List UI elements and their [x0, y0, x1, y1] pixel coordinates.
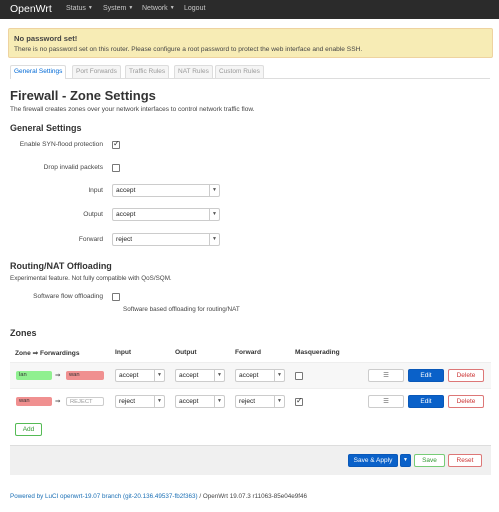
nav-status-label: Status: [66, 5, 86, 12]
delete-zone-lan-button[interactable]: Delete: [448, 369, 484, 382]
syn-flood-checkbox[interactable]: [112, 141, 120, 149]
zone-lan-output-select[interactable]: [175, 369, 225, 382]
output-policy-label: Output: [83, 211, 103, 218]
brand-logo[interactable]: OpenWrt: [10, 3, 52, 15]
reset-button[interactable]: Reset: [448, 454, 482, 467]
sw-offload-description: Software based offloading for routing/NAT: [123, 306, 240, 313]
page-description: The firewall creates zones over your network interfaces to control network traffic flow.: [10, 106, 255, 113]
zone-lan-forward-select[interactable]: [235, 369, 285, 382]
chevron-down-icon: ▼: [209, 209, 219, 220]
chevron-down-icon: ▼: [274, 396, 284, 407]
offloading-experimental-note: Experimental feature. Not fully compatible with QoS/SQM.: [10, 275, 172, 282]
edit-zone-lan-button[interactable]: Edit: [408, 369, 444, 382]
footer: [10, 493, 307, 500]
chevron-down-icon: ▼: [274, 370, 284, 381]
syn-flood-label: Enable SYN-flood protection: [19, 141, 103, 148]
output-policy-select[interactable]: [112, 208, 220, 221]
output-policy-value: accept: [116, 211, 136, 218]
general-settings-heading: General Settings: [10, 123, 82, 133]
checkmark-icon: ✓: [113, 139, 120, 148]
zone-lan-input-value: accept: [119, 372, 139, 379]
col-forward: Forward: [235, 349, 262, 356]
nav-system[interactable]: [103, 5, 133, 12]
checkmark-icon: ✓: [296, 396, 303, 405]
top-navbar: [0, 0, 499, 19]
tab-general-settings[interactable]: General Settings: [10, 65, 66, 79]
chevron-down-icon: ▼: [214, 370, 224, 381]
chevron-down-icon: ▼: [87, 5, 93, 11]
forward-policy-value: reject: [116, 236, 133, 243]
page-title: Firewall - Zone Settings: [10, 88, 156, 103]
chevron-down-icon: ▼: [209, 185, 219, 196]
forward-arrow-icon: ⇒: [55, 372, 61, 379]
nav-system-label: System: [103, 5, 127, 12]
nav-network-label: Network: [142, 5, 168, 12]
tab-nat-rules[interactable]: NAT Rules: [174, 65, 213, 78]
zone-badge-wan: wan: [16, 397, 52, 406]
drag-handle-button[interactable]: ☰: [368, 395, 404, 408]
chevron-down-icon: ▼: [154, 396, 164, 407]
zone-lan-input-select[interactable]: [115, 369, 165, 382]
zone-lan-forward-value: accept: [239, 372, 259, 379]
zone-lan-output-value: accept: [179, 372, 199, 379]
zone-badge-lan: lan: [16, 371, 52, 380]
openwrt-version: / OpenWrt 19.07.3 r11063-85e04e9f46: [197, 493, 307, 500]
drop-invalid-checkbox[interactable]: [112, 164, 120, 172]
nav-network[interactable]: [142, 5, 175, 12]
alert-text: There is no password set on this router. Please configure a root password to protect the web interface and enable SSH.: [14, 46, 363, 53]
edit-zone-wan-button[interactable]: Edit: [408, 395, 444, 408]
input-policy-label: Input: [88, 187, 103, 194]
zone-wan-masq-checkbox[interactable]: [295, 398, 303, 406]
forward-policy-select[interactable]: [112, 233, 220, 246]
chevron-down-icon: ▼: [214, 396, 224, 407]
luci-link[interactable]: Powered by LuCI openwrt-19.07 branch (git-20.136.49537-fb2f363): [10, 493, 198, 500]
offloading-heading: Routing/NAT Offloading: [10, 261, 112, 271]
input-policy-value: accept: [116, 187, 136, 194]
zones-heading: Zones: [10, 328, 37, 338]
sw-offload-checkbox[interactable]: [112, 293, 120, 301]
chevron-down-icon: ▼: [403, 457, 408, 463]
drop-invalid-label: Drop invalid packets: [43, 164, 103, 171]
chevron-down-icon: ▼: [154, 370, 164, 381]
zone-wan-forward-select[interactable]: [235, 395, 285, 408]
zone-wan-input-select[interactable]: [115, 395, 165, 408]
zone-wan-input-value: reject: [119, 398, 136, 405]
forward-arrow-icon: ⇒: [55, 398, 61, 405]
zone-lan-masq-checkbox[interactable]: [295, 372, 303, 380]
col-masquerading: Masquerading: [295, 349, 340, 356]
zone-row-lan: [10, 362, 491, 388]
zone-wan-output-value: accept: [179, 398, 199, 405]
zone-badge-reject: REJECT: [66, 397, 104, 406]
save-apply-dropdown[interactable]: [400, 454, 411, 467]
zone-wan-forward-value: reject: [239, 398, 256, 405]
nav-status[interactable]: [66, 5, 93, 12]
save-apply-button[interactable]: Save & Apply: [348, 454, 398, 467]
tab-port-forwards[interactable]: Port Forwards: [72, 65, 121, 78]
col-zone-forwardings: Zone ⇒ Forwardings: [15, 350, 80, 357]
col-output: Output: [175, 349, 197, 356]
input-policy-select[interactable]: [112, 184, 220, 197]
save-button[interactable]: Save: [414, 454, 445, 467]
zone-row-wan: [10, 388, 491, 414]
zone-wan-output-select[interactable]: [175, 395, 225, 408]
add-zone-button[interactable]: Add: [15, 423, 42, 436]
action-bar: [10, 445, 491, 475]
no-password-alert: [8, 28, 493, 58]
firewall-tabs: [10, 65, 490, 79]
chevron-down-icon: ▼: [128, 5, 134, 11]
alert-title: No password set!: [14, 34, 78, 43]
col-input: Input: [115, 349, 132, 356]
forward-policy-label: Forward: [78, 236, 103, 243]
tab-traffic-rules[interactable]: Traffic Rules: [125, 65, 169, 78]
chevron-down-icon: ▼: [209, 234, 219, 245]
delete-zone-wan-button[interactable]: Delete: [448, 395, 484, 408]
tab-custom-rules[interactable]: Custom Rules: [215, 65, 264, 78]
drag-handle-button[interactable]: ☰: [368, 369, 404, 382]
zone-badge-wan: wan: [66, 371, 104, 380]
sw-offload-label: Software flow offloading: [33, 293, 103, 300]
nav-logout[interactable]: Logout: [184, 5, 206, 12]
chevron-down-icon: ▼: [169, 5, 175, 11]
